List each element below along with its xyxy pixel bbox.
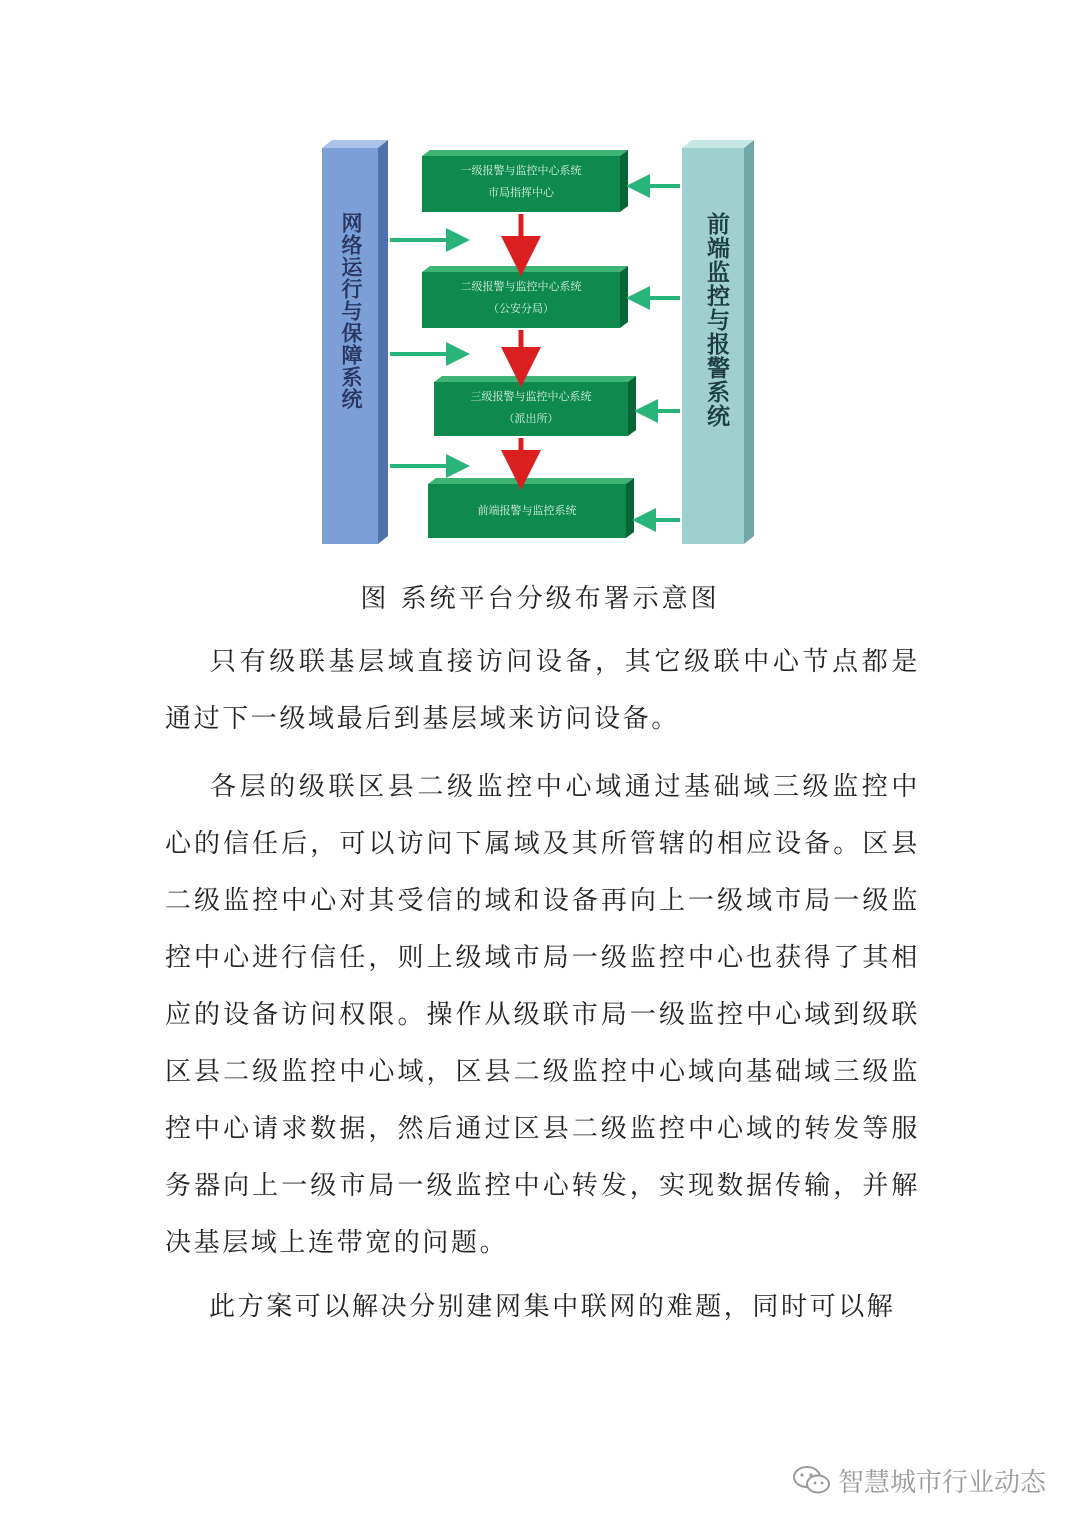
paragraph-2 <box>165 759 920 1272</box>
figure-caption: 图 系统平台分级布署示意图 <box>360 584 720 614</box>
box-level-2-subtitle: （公安分局） <box>488 302 554 315</box>
paragraph-2-text: 各层的级联区县二级监控中心域通过基础域三级监控中心的信任后，可以访问下属域及其所管辖的相应设备。区县二级监控中心对其受信的域和设备再向上一级域市局一级监控中心进行信任，则上级域市局一级监控中心也获得了其相应的设备访问权限。操作从级联市局一级监控中心域到级联区县二级监控中心域，区县二级监控中心域向基础域三级监控中心请求数据，然后通过区县二级监控中心域的转发等服务器向上一级市局一级监控中心转发，实现数据传输，并解决基层域上连带宽的问题。 <box>165 772 920 1258</box>
left-bar-label: 网络运行与保障系统 <box>339 212 363 410</box>
watermark <box>792 1460 1046 1500</box>
box-level-1-title: 一级报警与监控中心系统 <box>460 164 582 177</box>
wechat-icon <box>792 1464 832 1496</box>
paragraph-3 <box>165 1279 920 1336</box>
box-level-2-text <box>422 276 620 320</box>
box-level-3-text <box>434 386 628 430</box>
box-level-2-title: 二级报警与监控中心系统 <box>460 280 582 293</box>
paragraph-3-text: 此方案可以解决分别建网集中联网的难题，同时可以解 <box>209 1292 896 1322</box>
box-level-3-subtitle: （派出所） <box>503 412 559 425</box>
deployment-diagram <box>318 136 758 548</box>
right-bar-label: 前端监控与报警系统 <box>703 212 729 428</box>
paragraph-1 <box>165 634 920 748</box>
box-level-1-text <box>422 160 620 204</box>
box-level-1-subtitle: 市局指挥中心 <box>488 186 554 199</box>
paragraph-1-text: 只有级联基层域直接访问设备，其它级联中心节点都是通过下一级域最后到基层域来访问设备。 <box>165 647 920 734</box>
watermark-text: 智慧城市行业动态 <box>837 1467 1046 1498</box>
box-level-3-title: 三级报警与监控中心系统 <box>470 390 592 403</box>
box-front-end-title: 前端报警与监控系统 <box>477 504 577 517</box>
box-front-end-text <box>428 500 626 522</box>
